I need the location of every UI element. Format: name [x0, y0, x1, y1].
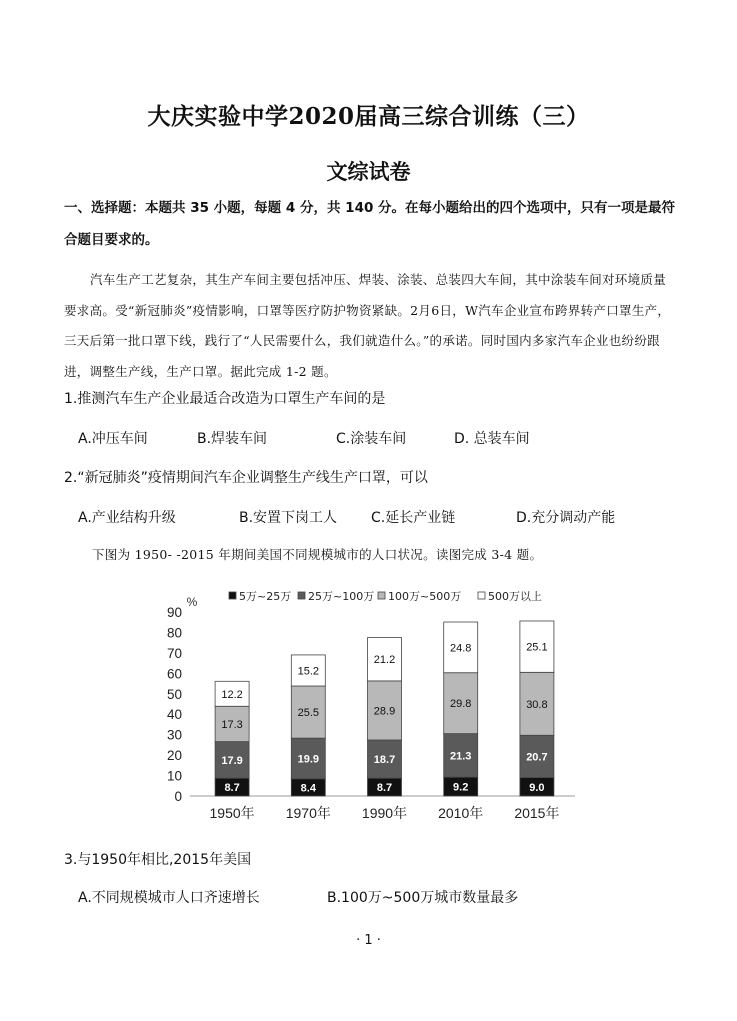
x-tick-label: 2015年	[514, 805, 560, 821]
data-label: 29.8	[449, 698, 472, 711]
y-tick-label: 60	[166, 666, 182, 682]
data-label: 8.7	[224, 782, 240, 795]
y-tick-label: 80	[166, 625, 182, 641]
data-label: 21.3	[449, 750, 472, 763]
question-2-option-c: C.延长产业链	[371, 510, 456, 526]
data-label: 25.1	[526, 641, 548, 654]
y-axis-label: %	[186, 595, 198, 609]
page-title: 大庆实验中学2020届高三综合训练（三）	[147, 103, 590, 130]
data-label: 12.2	[221, 688, 243, 701]
chart-intro: 下图为 1950- -2015 年期间美国不同规模城市的人口状况。读图完成 3-4 题。	[92, 547, 543, 562]
y-tick-label: 20	[166, 748, 182, 764]
data-label: 9.2	[453, 781, 469, 794]
data-label: 18.7	[373, 754, 396, 767]
legend-swatch	[298, 592, 305, 599]
question-3-option-a: A.不同规模城市人口齐速增长	[78, 890, 260, 906]
data-label: 8.7	[376, 782, 393, 795]
question-3-option-b: B.100万~500万城市数量最多	[327, 890, 519, 906]
x-tick-label: 1990年	[361, 805, 408, 821]
page-subtitle: 文综试卷	[326, 159, 411, 184]
data-label: 21.2	[373, 654, 396, 667]
legend-swatch	[478, 592, 485, 599]
question-1-option-a: A.冲压车间	[78, 431, 148, 447]
data-label: 28.9	[373, 705, 396, 718]
stacked-bar-chart	[153, 580, 583, 825]
reading-passage: 汽车生产工艺复杂，其生产车间主要包括冲压、焊装、涂装、总装四大车间，其中涂装车间对环境质量要求高。受“新冠肺炎”疫情影响，口罩等医疗防护物资紧缺。2月6日，W汽车企业宣布跨界转产口罩生产，三天后第一批口罩下线，践行了“人民需要什么，我们就造什么。”的承诺。同时国内多家汽车企业也纷纷跟进，调整生产线，生产口罩。据此完成 1-2 题。	[64, 272, 671, 379]
legend-swatch	[229, 592, 236, 599]
x-tick-label: 1950年	[209, 805, 255, 821]
legend-swatch	[378, 592, 385, 599]
y-tick-label: 50	[166, 686, 182, 702]
data-label: 19.9	[297, 753, 320, 766]
data-label: 17.3	[221, 718, 243, 731]
question-1-stem: 1.推测汽车生产企业最适合改造为口罩生产车间的是	[64, 391, 386, 407]
question-1-option-c: C.涂装车间	[336, 431, 407, 447]
question-3-stem: 3.与1950年相比,2015年美国	[64, 852, 252, 868]
legend-label: 500万以上	[488, 590, 542, 603]
data-label: 24.8	[449, 642, 472, 655]
y-tick-label: 70	[166, 645, 182, 661]
question-1-option-d: D. 总装车间	[454, 431, 530, 447]
data-label: 17.9	[221, 754, 243, 767]
y-tick-label: 30	[166, 727, 182, 743]
data-label: 20.7	[526, 751, 548, 764]
legend-label: 5万~25万	[239, 590, 292, 603]
data-label: 15.2	[297, 665, 320, 678]
data-label: 30.8	[526, 698, 548, 711]
data-label: 8.4	[300, 782, 316, 795]
question-2-option-d: D.充分调动产能	[516, 510, 616, 526]
section-instructions: 一、选择题：本题共 35 小题，每题 4 分，共 140 分。在每小题给出的四个选项中，只有一项是最符合题目要求的。	[64, 200, 676, 248]
question-2-stem: 2.“新冠肺炎”疫情期间汽车企业调整生产线生产口罩，可以	[64, 470, 428, 486]
page-number: · 1 ·	[356, 933, 381, 948]
x-tick-label: 1970年	[285, 805, 331, 821]
question-2-option-a: A.产业结构升级	[78, 510, 176, 526]
data-label: 9.0	[529, 781, 545, 794]
x-tick-label: 2010年	[438, 805, 484, 821]
y-tick-label: 40	[166, 707, 182, 723]
y-tick-label: 90	[166, 605, 182, 620]
legend-label: 100万~500万	[388, 590, 462, 603]
data-label: 25.5	[297, 707, 320, 720]
question-1-option-b: B.焊装车间	[197, 431, 268, 447]
y-tick-label: 0	[174, 789, 182, 804]
question-2-option-b: B.安置下岗工人	[239, 510, 338, 526]
legend-label: 25万~100万	[308, 590, 375, 603]
y-tick-label: 10	[166, 768, 182, 784]
